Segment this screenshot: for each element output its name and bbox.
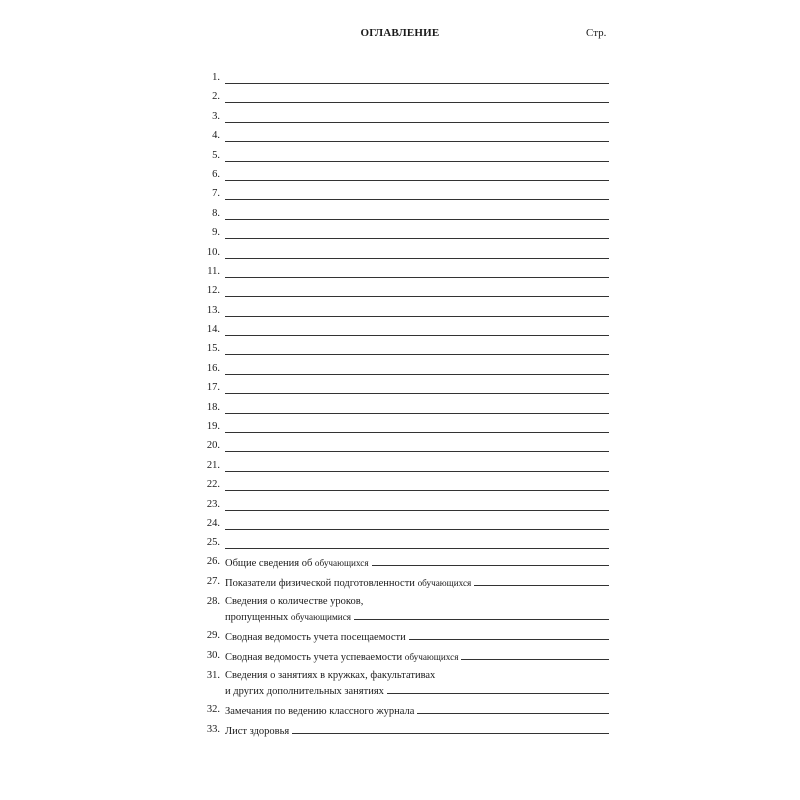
- entry-text-small: обучающимися: [290, 611, 352, 622]
- entry-number: 8.: [212, 207, 220, 219]
- entry-number: 10.: [206, 246, 220, 258]
- entry-fill-line[interactable]: [409, 629, 609, 640]
- entry-number: 19.: [206, 421, 220, 433]
- entry-number: 4.: [212, 130, 220, 142]
- entry-number: 21.: [206, 459, 220, 471]
- entry-fill-line[interactable]: [474, 575, 609, 586]
- entry-fill-line[interactable]: [225, 529, 609, 530]
- toc-entry-27: [203, 575, 609, 595]
- entry-fill-line[interactable]: [225, 374, 609, 375]
- toc-entry-26: [203, 555, 609, 575]
- toc-blank-row: [203, 206, 609, 225]
- entry-text-small: обучающихся: [314, 557, 369, 568]
- entry-fill-line[interactable]: [225, 258, 609, 259]
- toc-entry-32: [203, 703, 609, 723]
- entry-text: пропущенных: [225, 611, 289, 623]
- entry-text: Показатели физической подготовленности: [225, 577, 415, 589]
- entry-number: 6.: [212, 168, 220, 180]
- toc-blank-row: [203, 186, 609, 205]
- entry-fill-line[interactable]: [372, 555, 609, 566]
- entry-fill-line[interactable]: [225, 199, 609, 200]
- toc-entry-28: [203, 595, 609, 629]
- entry-fill-line[interactable]: [225, 335, 609, 336]
- toc-blank-row: [203, 497, 609, 516]
- entry-fill-line[interactable]: [225, 393, 609, 394]
- entry-number: 15.: [206, 343, 220, 355]
- entry-text: Сводная ведомость учета посещаемости: [225, 631, 406, 643]
- entry-number: 17.: [206, 382, 220, 394]
- toc-blank-row: [203, 148, 609, 167]
- entry-number: 7.: [212, 188, 220, 200]
- entry-number: 33.: [206, 723, 220, 735]
- toc-blank-row: [203, 477, 609, 496]
- entry-number: 20.: [206, 440, 220, 452]
- entry-fill-line[interactable]: [387, 683, 609, 694]
- entry-text-line1: Сведения о количестве уроков,: [225, 595, 364, 607]
- toc-blank-row: [203, 128, 609, 147]
- entry-fill-line[interactable]: [225, 102, 609, 103]
- entry-fill-line[interactable]: [225, 277, 609, 278]
- page-title: ОГЛАВЛЕНИЕ: [360, 27, 440, 39]
- entry-text-small: обучающихся: [417, 577, 472, 588]
- toc-blank-row: [203, 283, 609, 302]
- entry-fill-line[interactable]: [225, 161, 609, 162]
- entry-fill-line[interactable]: [225, 471, 609, 472]
- entry-text: Замечания по ведению классного журнала: [225, 705, 415, 717]
- toc-blank-row: [203, 70, 609, 89]
- entry-text: Общие сведения об: [225, 557, 313, 569]
- toc-blank-row: [203, 380, 609, 399]
- toc-blank-row: [203, 361, 609, 380]
- entry-fill-line[interactable]: [225, 354, 609, 355]
- entry-text: Сводная ведомость учета успеваемости: [225, 651, 403, 663]
- entry-number: 11.: [207, 265, 220, 277]
- toc-blank-row: [203, 264, 609, 283]
- entry-fill-line[interactable]: [354, 609, 609, 620]
- entry-number: 2.: [212, 91, 220, 103]
- toc-blank-row: [203, 303, 609, 322]
- toc-blank-row: [203, 516, 609, 535]
- entry-number: 25.: [206, 537, 220, 549]
- entry-fill-line[interactable]: [225, 238, 609, 239]
- toc-blank-row: [203, 400, 609, 419]
- entry-number: 23.: [206, 498, 220, 510]
- entry-fill-line[interactable]: [225, 548, 609, 549]
- entry-number: 26.: [206, 555, 220, 567]
- entry-fill-line[interactable]: [225, 83, 609, 84]
- toc-blank-row: [203, 109, 609, 128]
- toc-entry-30: [203, 649, 609, 669]
- entry-text: Лист здоровья: [225, 725, 290, 737]
- entry-fill-line[interactable]: [461, 649, 609, 660]
- entry-text-line1: Сведения о занятиях в кружках, факультативах: [225, 669, 436, 681]
- page-column-label: Стр.: [586, 27, 607, 39]
- entry-fill-line[interactable]: [292, 723, 609, 734]
- entry-number: 9.: [212, 227, 220, 239]
- toc-blank-row: [203, 535, 609, 554]
- entry-number: 22.: [206, 479, 220, 491]
- entry-fill-line[interactable]: [225, 180, 609, 181]
- toc-blank-row: [203, 245, 609, 264]
- entry-number: 1.: [212, 72, 220, 83]
- entry-number: 13.: [206, 304, 220, 316]
- entry-number: 24.: [206, 517, 220, 529]
- toc-entry-31: [203, 669, 609, 703]
- entry-number: 5.: [212, 149, 220, 161]
- entry-text-small: обучающихся: [404, 651, 459, 662]
- toc-blank-row: [203, 341, 609, 360]
- entry-number: 28.: [206, 595, 220, 607]
- entry-fill-line[interactable]: [225, 122, 609, 123]
- entry-fill-line[interactable]: [225, 141, 609, 142]
- entry-number: 14.: [206, 324, 220, 336]
- toc-blank-row: [203, 322, 609, 341]
- entry-fill-line[interactable]: [225, 316, 609, 317]
- entry-fill-line[interactable]: [225, 510, 609, 511]
- entry-number: 32.: [206, 703, 220, 715]
- blank-entries: [203, 70, 609, 555]
- entry-number: 18.: [206, 401, 220, 413]
- entry-number: 16.: [206, 362, 220, 374]
- table-of-contents: [203, 70, 609, 743]
- entry-number: 27.: [206, 575, 220, 587]
- entry-fill-line[interactable]: [225, 296, 609, 297]
- toc-blank-row: [203, 438, 609, 457]
- toc-entry-33: [203, 723, 609, 743]
- toc-entry-29: [203, 629, 609, 649]
- entry-fill-line[interactable]: [225, 413, 609, 414]
- entry-number: 29.: [206, 629, 220, 641]
- entry-fill-line[interactable]: [417, 703, 609, 714]
- entry-fill-line[interactable]: [225, 490, 609, 491]
- toc-blank-row: [203, 167, 609, 186]
- entry-number: 12.: [206, 285, 220, 297]
- toc-blank-row: [203, 419, 609, 438]
- entry-text: и других дополнительных занятиях: [225, 685, 384, 697]
- entry-fill-line[interactable]: [225, 451, 609, 452]
- entry-fill-line[interactable]: [225, 219, 609, 220]
- toc-blank-row: [203, 458, 609, 477]
- toc-blank-row: [203, 89, 609, 108]
- entry-number: 3.: [212, 110, 220, 122]
- entry-fill-line[interactable]: [225, 432, 609, 433]
- toc-blank-row: [203, 225, 609, 244]
- entry-number: 31.: [206, 669, 220, 681]
- entry-number: 30.: [206, 649, 220, 661]
